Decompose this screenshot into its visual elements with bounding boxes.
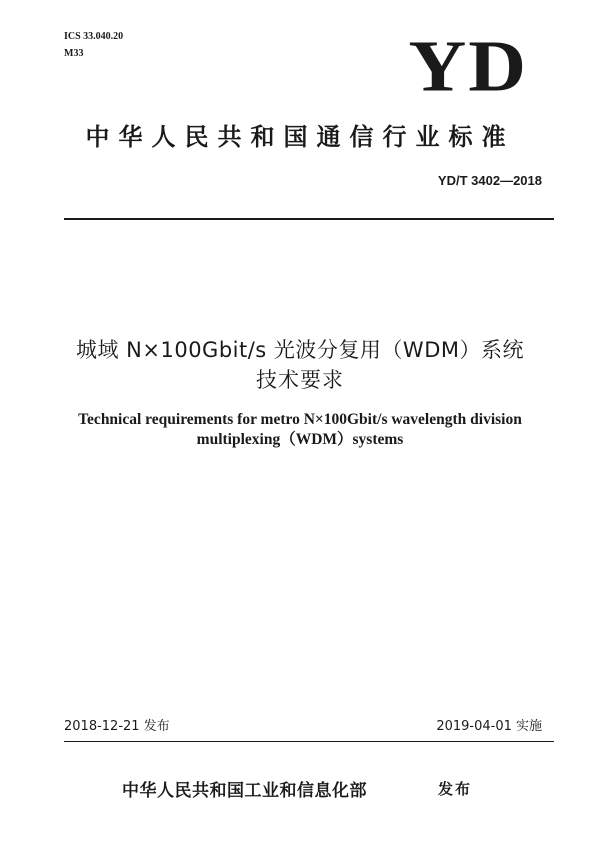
- publish-date: 2018-12-21 发布: [64, 719, 170, 734]
- ics-code: ICS 33.040.20: [64, 31, 124, 42]
- standard-number: YD/T 3402—2018: [437, 173, 542, 188]
- title-cn-line2: 技术要求: [256, 368, 344, 392]
- title-en-line1: Technical requirements for metro N×100Gbit/s wavelength division: [78, 411, 522, 428]
- footer-divider: [64, 741, 554, 742]
- title-cn-line1: 城域 N×100Gbit/s 光波分复用（WDM）系统: [76, 338, 524, 362]
- ccs-code: M33: [64, 48, 84, 59]
- implement-date: 2019-04-01 实施: [436, 719, 542, 734]
- header-divider: [64, 218, 554, 220]
- title-en-line2: multiplexing（WDM）systems: [196, 431, 404, 448]
- issue-label: 发布: [438, 780, 473, 798]
- issuing-authority: 中华人民共和国工业和信息化部: [122, 781, 367, 801]
- yd-logo: YD: [408, 26, 528, 108]
- standard-category-title: 中华人民共和国通信行业标准: [85, 123, 515, 151]
